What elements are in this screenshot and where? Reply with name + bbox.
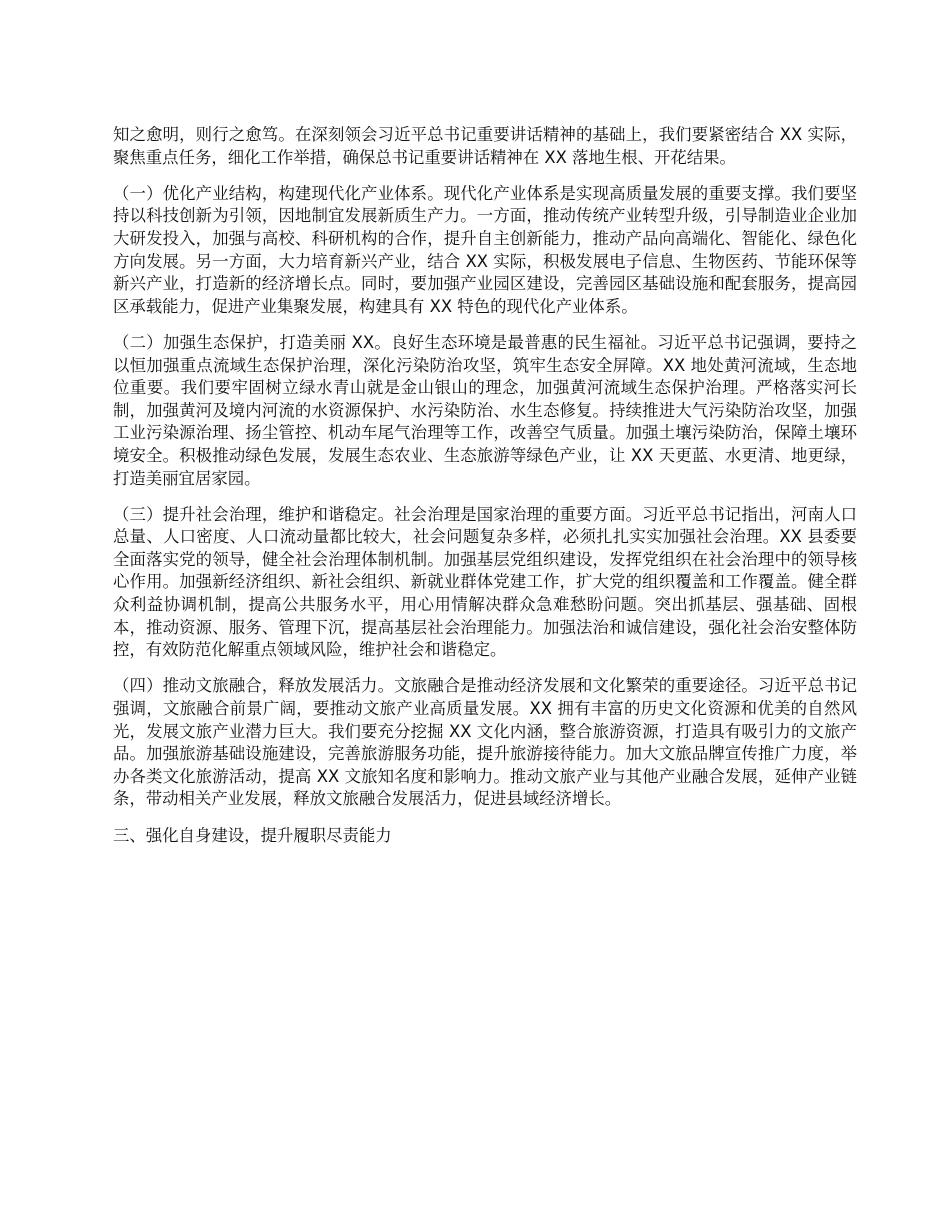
section-heading: 三、强化自身建设，提升履职尽责能力 xyxy=(113,825,392,845)
paragraph-tourism: （四）推动文旅融合，释放发展活力。文旅融合是推动经济发展和文化繁荣的重要途径。习近平总书记强调，文旅融合前景广阔，要推动文旅产业高质量发展。XX 拥有丰富的历史文化资源和优美的自然风光，发展文旅产业潜力巨大。我们要充分挖掘 XX 文化内涵，整合旅游资源，打造具有吸引力的文旅产品。加强旅游基础设施建设，完善旅游服务功能，提升旅游接待能力。加大文旅品牌宣传推广力度，举办各类文化旅游活动，提高 XX 文旅知名度和影响力。推动文旅产业与其他产业融合发展，延伸产业链条，带动相关产业发展，释放文旅融合发展活力，促进县域经济增长。 xyxy=(113,676,857,809)
paragraph-intro: 知之愈明，则行之愈笃。在深刻领会习近平总书记重要讲话精神的基础上，我们要紧密结合 XX 实际，聚焦重点任务，细化工作举措，确保总书记重要讲话精神在 XX 落地生根、开花结果。 xyxy=(113,125,857,167)
paragraph-governance: （三）提升社会治理，维护和谐稳定。社会治理是国家治理的重要方面。习近平总书记指出，河南人口总量、人口密度、人口流动量都比较大，社会问题复杂多样，必须扎扎实实加强社会治理。XX 县委要全面落实党的领导，健全社会治理体制机制。加强基层党组织建设，发挥党组织在社会治理中的领导核心作用。加强新经济组织、新社会组织、新就业群体党建工作，扩大党的组织覆盖和工作覆盖。健全群众利益协调机制，提高公共服务水平，用心用情解决群众急难愁盼问题。突出抓基层、强基础、固根本，推动资源、服务、管理下沉，提高基层社会治理能力。加强法治和诚信建设，强化社会治安整体防控，有效防范化解重点领域风险，维护社会和谐稳定。 xyxy=(113,504,857,660)
paragraph-ecology: （二）加强生态保护，打造美丽 XX。良好生态环境是最普惠的民生福祉。习近平总书记强调，要持之以恒加强重点流域生态保护治理，深化污染防治攻坚，筑牢生态安全屏障。XX 地处黄河流域，生态地位重要。我们要牢固树立绿水青山就是金山银山的理念，加强黄河流域生态保护治理。严格落实河长制，加强黄河及境内河流的水资源保护、水污染防治、水生态修复。持续推进大气污染防治攻坚，加强工业污染源治理、扬尘管控、机动车尾气治理等工作，改善空气质量。加强土壤污染防治，保障土壤环境安全。积极推动绿色发展，发展生态农业、生态旅游等绿色产业，让 XX 天更蓝、水更清、地更绿，打造美丽宜居家园。 xyxy=(113,332,857,488)
document-page xyxy=(113,124,857,847)
paragraph-industry: （一）优化产业结构，构建现代化产业体系。现代化产业体系是实现高质量发展的重要支撑。我们要坚持以科技创新为引领，因地制宜发展新质生产力。一方面，推动传统产业转型升级，引导制造业企业加大研发投入，加强与高校、科研机构的合作，提升自主创新能力，推动产品向高端化、智能化、绿色化方向发展。另一方面，大力培育新兴产业，结合 XX 实际，积极发展电子信息、生物医药、节能环保等新兴产业，打造新的经济增长点。同时，要加强产业园区建设，完善园区基础设施和配套服务，提高园区承载能力，促进产业集聚发展，构建具有 XX 特色的现代化产业体系。 xyxy=(113,183,857,316)
